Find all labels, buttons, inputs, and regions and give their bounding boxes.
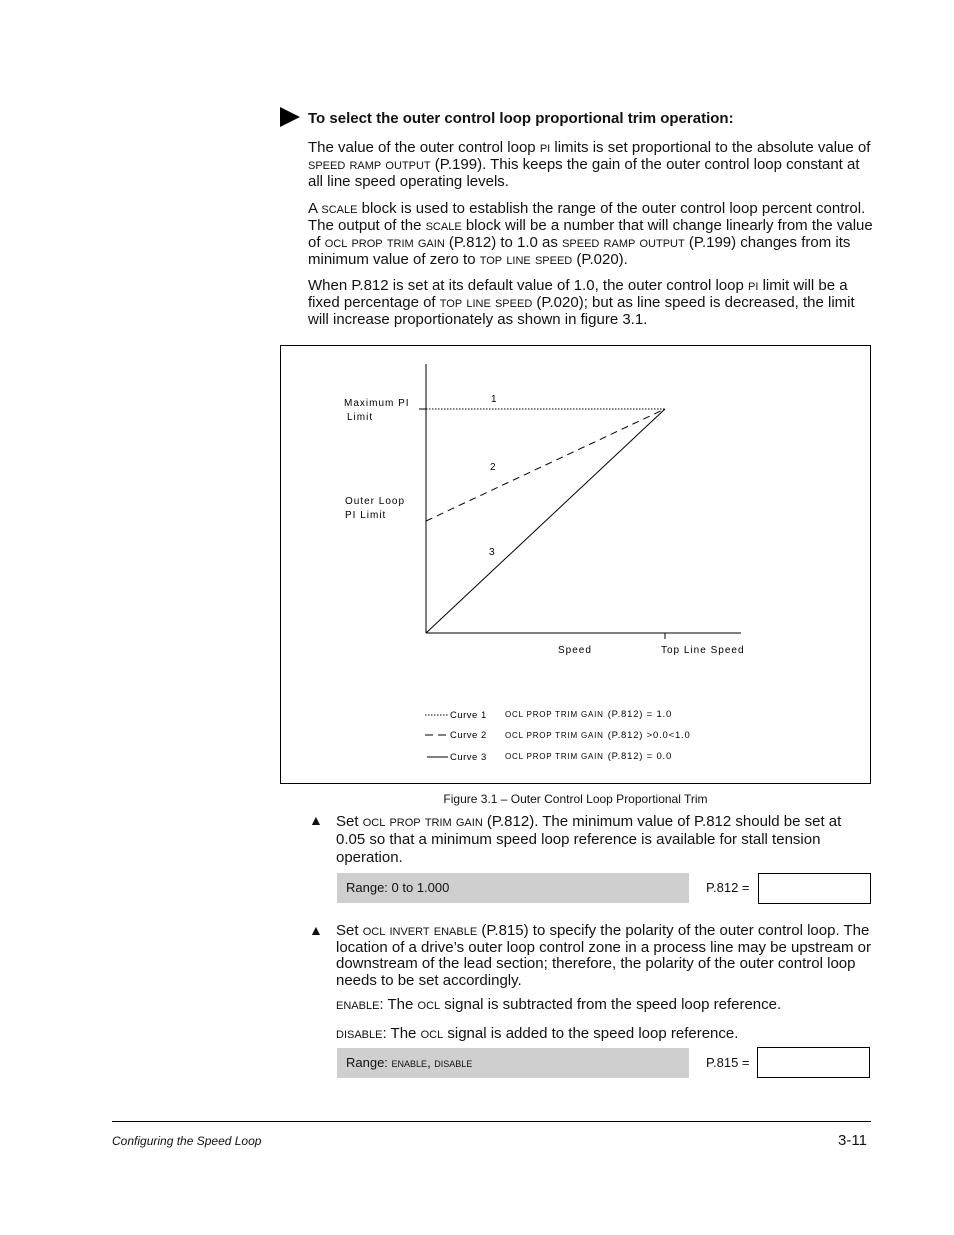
paragraph-3: When P.812 is set at its default value of 1.0, the outer control loop pi limit will be a fixed percentage of top line speed (P.020); but as line speed is decreased, the limit will increase proportionately as shown in figure 3.1.	[308, 277, 855, 328]
legend-entry-1: OCL PROP TRIM GAIN (P.812) = 1.0	[505, 709, 673, 720]
curve-2-line	[426, 409, 665, 521]
arrow-bullet-icon	[280, 107, 300, 127]
range-bar-p815: Range: enable, disable	[337, 1048, 689, 1078]
legend-name-1: Curve 1	[450, 710, 487, 721]
param-label-p815: P.815 =	[706, 1055, 750, 1070]
legend-name-3: Curve 3	[450, 752, 487, 763]
legend-name-2: Curve 2	[450, 730, 487, 741]
p815-value-box[interactable]	[757, 1047, 870, 1078]
enable-description: enable: The ocl signal is subtracted from the speed loop reference.	[336, 996, 782, 1013]
triangle-bullet-icon: ▲	[309, 922, 323, 938]
figure-box	[280, 345, 871, 784]
x-label-speed: Speed	[558, 645, 592, 656]
step-1-text: Set ocl prop trim gain (P.812). The minimum value of P.812 should be set at 0.05 so that a minimum speed loop reference is available for stall tension operation.	[336, 813, 842, 866]
paragraph-1: The value of the outer control loop pi limits is set proportional to the absolute value of speed ramp output (P.199). This keeps the gain of the outer control loop constant at all line speed operating levels.	[308, 139, 871, 190]
footer-section-title: Configuring the Speed Loop	[112, 1134, 262, 1148]
p812-value-box[interactable]	[758, 873, 871, 904]
range-bar-p812: Range: 0 to 1.000	[337, 873, 689, 903]
curve-number-1: 1	[491, 394, 497, 405]
curve-number-3: 3	[489, 547, 495, 558]
triangle-bullet-icon: ▲	[309, 812, 323, 828]
paragraph-2: A scale block is used to establish the range of the outer control loop percent control. The output of the scale block will be a number that will change linearly from the value of ocl prop trim gain (P.812) to 1.0 as speed ramp output (P.199) changes from its minimum value of zero to top line speed (P.020).	[308, 200, 873, 268]
figure-caption: Figure 3.1 – Outer Control Loop Proportional Trim	[443, 792, 708, 806]
param-label-p812: P.812 =	[706, 880, 750, 895]
curve-number-2: 2	[490, 462, 496, 473]
y-label-max-1: Maximum PI	[344, 398, 410, 409]
curve-3-line	[426, 409, 665, 633]
y-label-outer-2: PI Limit	[345, 510, 387, 521]
page-number: 3-11	[838, 1132, 867, 1149]
y-label-max-2: Limit	[347, 412, 374, 423]
section-heading: To select the outer control loop proportional trim operation:	[308, 110, 734, 127]
y-label-outer-1: Outer Loop	[345, 496, 406, 507]
step-2-text: Set ocl invert enable (P.815) to specify the polarity of the outer control loop. The location of a drive’s outer loop control zone in a process line may be upstream or downstream of the lead section; therefore, the polarity of the outer control loop needs to be set accordingly.	[336, 922, 872, 989]
disable-description: disable: The ocl signal is added to the speed loop reference.	[336, 1025, 739, 1042]
legend-entry-3: OCL PROP TRIM GAIN (P.812) = 0.0	[505, 751, 673, 762]
x-label-top-line-speed: Top Line Speed	[661, 645, 745, 656]
footer-rule	[112, 1121, 871, 1122]
legend-entry-2: OCL PROP TRIM GAIN (P.812) >0.0<1.0	[505, 730, 691, 741]
trim-diagram	[281, 346, 870, 783]
